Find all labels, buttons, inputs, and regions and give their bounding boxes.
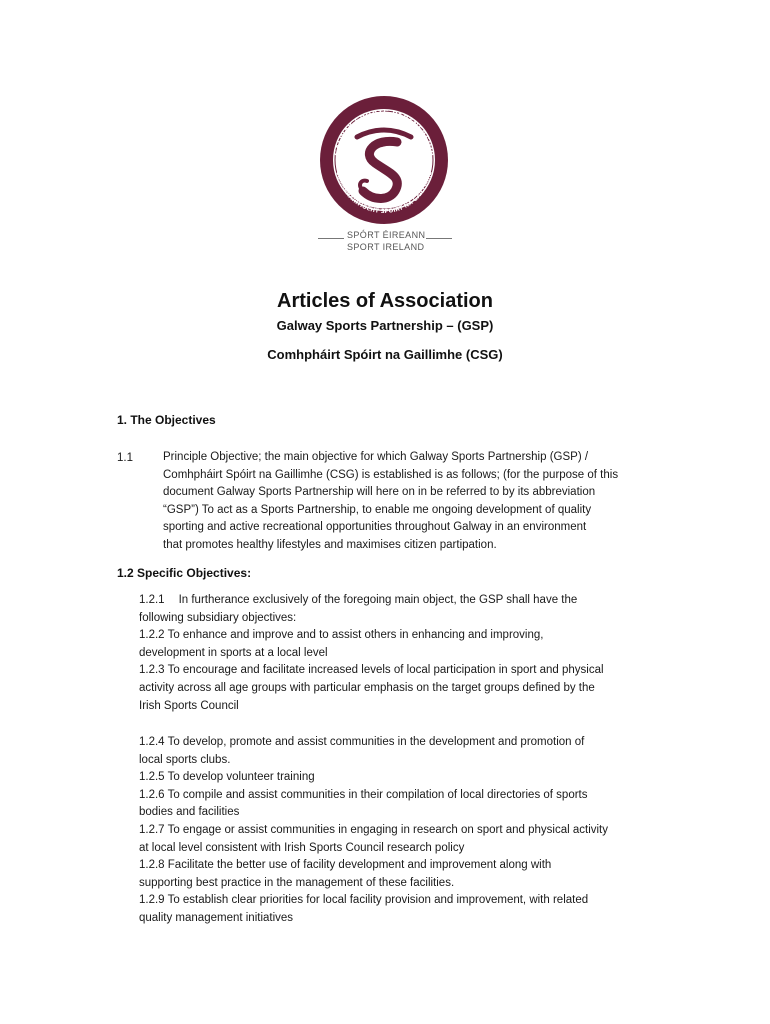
logo-caption xyxy=(318,230,452,256)
text-line: activity across all age groups with particular emphasis on the target groups defined by the xyxy=(139,681,595,694)
clause-number: 1.1 xyxy=(117,452,133,464)
text-line: Principle Objective; the main objective for which Galway Sports Partnership (GSP) / xyxy=(163,451,589,463)
text-line: 1.2.9 To establish clear priorities for local facility provision and improvement, with related xyxy=(139,894,589,907)
specific-objectives-block-a xyxy=(139,592,679,715)
text-line: 1.2.4 To develop, promote and assist communities in the development and promotion of xyxy=(139,736,585,748)
document-title: Articles of Association xyxy=(277,290,493,312)
text-line: 1.2.8 Facilitate the better use of facility development and improvement along with xyxy=(139,859,552,872)
text-line: quality management initiatives xyxy=(139,911,294,924)
caption-rule-right xyxy=(426,238,452,239)
section-heading-specific-objectives: 1.2 Specific Objectives: xyxy=(117,566,252,580)
caption-rule-left xyxy=(318,238,344,239)
text-line: Irish Sports Council xyxy=(139,699,239,712)
text-line xyxy=(139,592,679,610)
caption-sport-eireann: SPÓRT ÉIREANN xyxy=(347,230,426,240)
section-heading-objectives: 1. The Objectives xyxy=(117,413,216,427)
text-line: at local level consistent with Irish Sports Council research policy xyxy=(139,841,465,854)
principle-objective-paragraph xyxy=(163,449,683,555)
text-line: development in sports at a local level xyxy=(139,646,328,659)
text-line: document Galway Sports Partnership will here on in be referred to by its abbreviation xyxy=(163,486,596,499)
text-line: 1.2.7 To engage or assist communities in engaging in research on sport and physical activity xyxy=(139,823,608,836)
text-line: 1.2.5 To develop volunteer training xyxy=(139,771,315,784)
specific-objectives-block-b xyxy=(139,734,679,928)
text-line: Comhpháirt Spóirt na Gaillimhe (CSG) is established is as follows; (for the purpose of this xyxy=(163,468,619,481)
text-line: 1.2.6 To compile and assist communities in their compilation of local directories of sports xyxy=(139,788,588,801)
gsp-logo xyxy=(317,93,451,227)
text-line: “GSP”) To act as a Sports Partnership, to enable me ongoing development of quality xyxy=(163,503,592,516)
text-line: that promotes healthy lifestyles and maximises citizen partipation. xyxy=(163,538,497,551)
logo-ring-text-top: GALWAY SPORTS PARTNERSHIP xyxy=(332,107,436,157)
text-line: 1.2.2 To enhance and improve and to assist others in enhancing and improving, xyxy=(139,629,544,642)
document-subtitle-irish: Comhpháirt Spóirt na Gaillimhe (CSG) xyxy=(267,347,503,362)
text-line: supporting best practice in the management of these facilities. xyxy=(139,876,455,889)
clause-text: In furtherance exclusively of the foregoing main object, the GSP shall have the xyxy=(178,594,578,606)
caption-sport-ireland: SPORT IRELAND xyxy=(347,242,425,252)
text-line: bodies and facilities xyxy=(139,806,240,819)
text-line: sporting and active recreational opportunities throughout Galway in an environment xyxy=(163,521,587,534)
text-line: local sports clubs. xyxy=(139,753,231,766)
text-line: 1.2.3 To encourage and facilitate increased levels of local participation in sport and physical xyxy=(139,664,604,677)
clause-number: 1.2.1 xyxy=(139,594,165,606)
logo-ring-text-bottom: COMHPHÁIRTÍOCHT SPÓIRT NA GAILLIMHE xyxy=(334,170,434,216)
text-line: following subsidiary objectives: xyxy=(139,611,297,624)
document-subtitle-english: Galway Sports Partnership – (GSP) xyxy=(276,318,494,333)
